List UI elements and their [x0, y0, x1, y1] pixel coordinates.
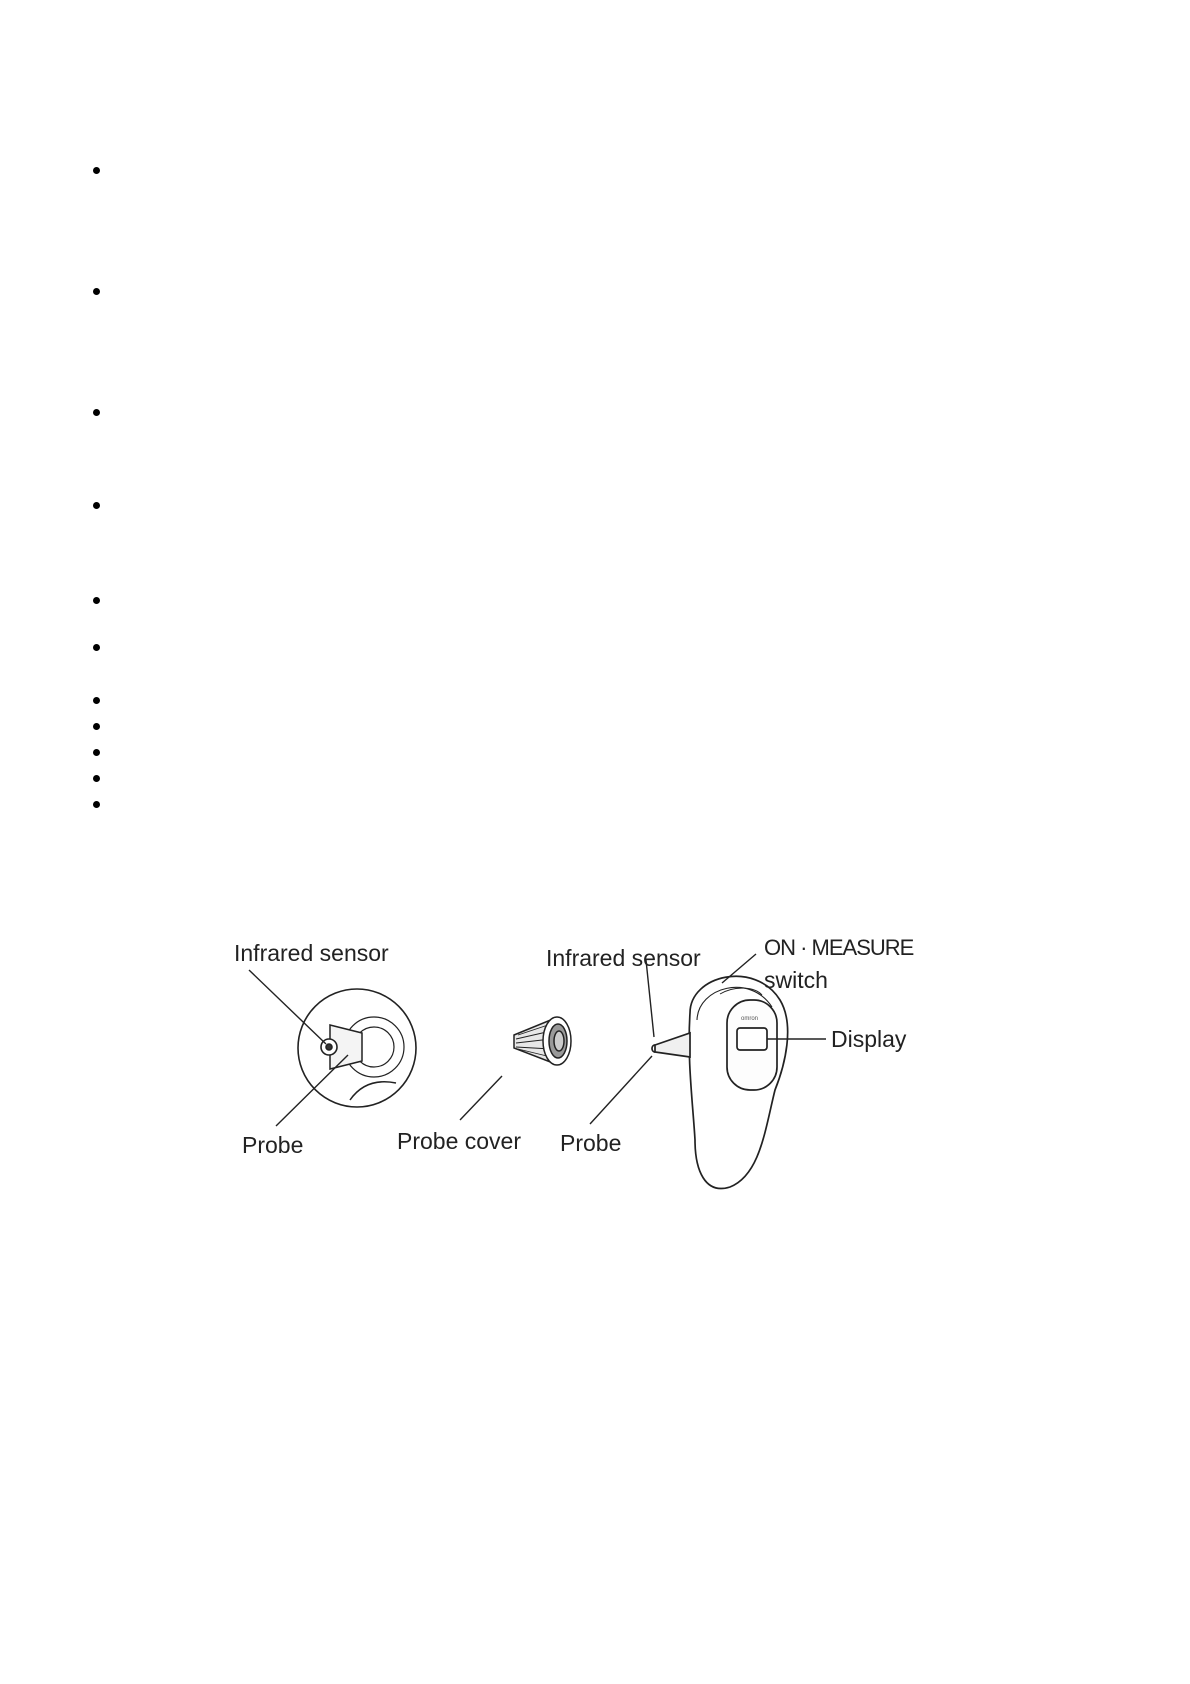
list-bullet: [93, 644, 100, 651]
probe-cover-label: Probe cover: [397, 1128, 522, 1154]
device-probe-label: Probe: [560, 1130, 622, 1156]
probe-closeup: [298, 989, 416, 1107]
brand-mark: omron: [741, 1016, 759, 1022]
probe-label: Probe: [242, 1132, 304, 1158]
thermometer-parts-figure: [200, 925, 980, 1225]
probe-cover: [514, 1017, 571, 1065]
thermometer-diagram: [200, 925, 980, 1225]
list-bullet: [93, 749, 100, 756]
list-bullet: [93, 409, 100, 416]
switch-label-line2: switch: [764, 967, 828, 993]
list-bullet: [93, 502, 100, 509]
thermometer-body: [652, 976, 788, 1188]
list-bullet: [93, 597, 100, 604]
list-bullet: [93, 723, 100, 730]
device-infrared-sensor-label: Infrared sensor: [546, 945, 701, 971]
list-bullet: [93, 288, 100, 295]
infrared-sensor-label: Infrared sensor: [234, 940, 389, 966]
list-bullet: [93, 775, 100, 782]
list-bullet: [93, 697, 100, 704]
switch-label-line1: ON · MEASURE: [764, 935, 914, 960]
list-bullet: [93, 167, 100, 174]
list-bullet: [93, 801, 100, 808]
display-label: Display: [831, 1026, 907, 1052]
